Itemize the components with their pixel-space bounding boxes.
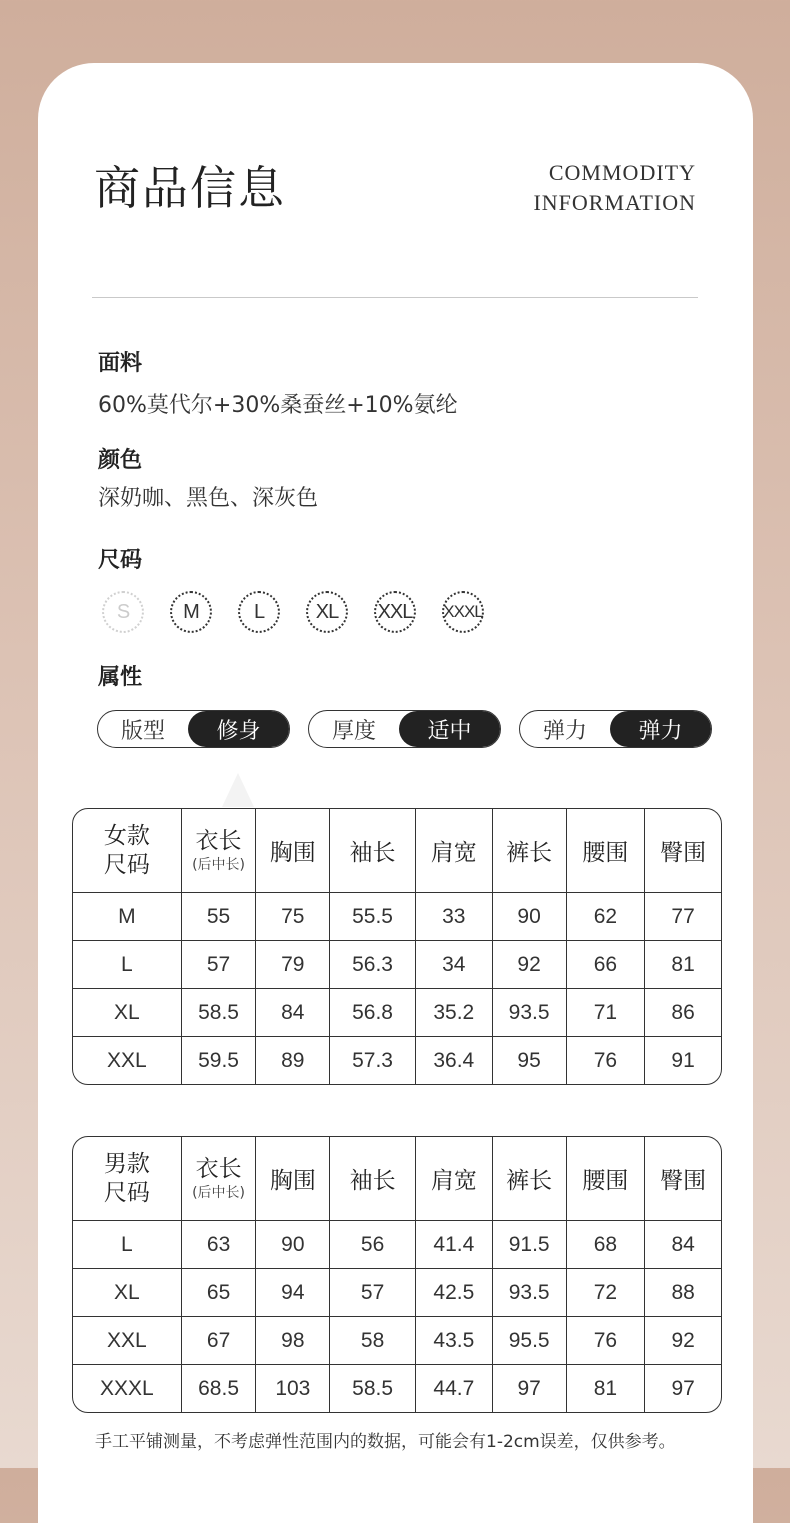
cell: XXL bbox=[73, 1317, 182, 1365]
table-header-row bbox=[73, 809, 721, 893]
color-value: 深奶咖、黑色、深灰色 bbox=[98, 486, 319, 511]
cell: 84 bbox=[256, 989, 330, 1037]
corner-line2: 尺码 bbox=[103, 1179, 150, 1206]
cell: 57 bbox=[182, 941, 257, 989]
fabric-label: 面料 bbox=[98, 351, 143, 376]
cell: 59.5 bbox=[182, 1037, 257, 1084]
title-en-line2: INFORMATION bbox=[533, 190, 696, 215]
table-header-row bbox=[73, 1137, 721, 1221]
cell: 42.5 bbox=[416, 1269, 493, 1317]
table-row bbox=[73, 1365, 721, 1412]
size-option-xl[interactable]: XL bbox=[306, 591, 348, 633]
cell: 72 bbox=[567, 1269, 646, 1317]
corner-line2: 尺码 bbox=[103, 851, 150, 878]
cell: 57 bbox=[330, 1269, 416, 1317]
attribute-fit-key: 版型 bbox=[120, 718, 165, 744]
header-length bbox=[182, 1137, 257, 1221]
cell: 68 bbox=[567, 1221, 646, 1269]
size-options bbox=[102, 591, 484, 633]
cell: XXL bbox=[73, 1037, 182, 1084]
cell: 91 bbox=[671, 1048, 695, 1072]
cell: 56.3 bbox=[330, 941, 416, 989]
header-hip: 臀围 bbox=[645, 1137, 721, 1221]
cell: XL bbox=[73, 989, 182, 1037]
cell: 43.5 bbox=[416, 1317, 493, 1365]
cell: 41.4 bbox=[416, 1221, 493, 1269]
cell: 92 bbox=[645, 1317, 721, 1365]
header-waist: 腰围 bbox=[567, 1137, 646, 1221]
cell: 58 bbox=[330, 1317, 416, 1365]
cell: 56.8 bbox=[330, 989, 416, 1037]
cell: M bbox=[73, 893, 182, 941]
cell: L bbox=[73, 941, 182, 989]
header-divider bbox=[92, 297, 698, 298]
header-pants-length: 裤长 bbox=[493, 1137, 567, 1221]
cell: 81 bbox=[645, 941, 721, 989]
page-title-english bbox=[533, 158, 696, 218]
fabric-value: 60%莫代尔+30%桑蚕丝+10%氨纶 bbox=[98, 393, 458, 418]
cell: 95 bbox=[493, 1037, 567, 1084]
cell: 97 bbox=[671, 1376, 695, 1400]
cell: 77 bbox=[645, 893, 721, 941]
cell: 55 bbox=[182, 893, 257, 941]
header-waist: 腰围 bbox=[567, 809, 646, 893]
men-size-table bbox=[72, 1136, 722, 1413]
header-shoulder: 肩宽 bbox=[416, 1137, 493, 1221]
title-en-line1: COMMODITY bbox=[548, 160, 696, 185]
cell: 81 bbox=[567, 1365, 646, 1412]
table-row bbox=[73, 1221, 721, 1269]
cell: XXXL bbox=[73, 1365, 182, 1412]
size-option-xxxl[interactable]: XXXL bbox=[442, 591, 484, 633]
table-row bbox=[73, 1269, 721, 1317]
cell: 71 bbox=[567, 989, 646, 1037]
cell: 65 bbox=[182, 1269, 257, 1317]
cell: 89 bbox=[256, 1037, 330, 1084]
header-sleeve: 袖长 bbox=[330, 809, 416, 893]
cell: 93.5 bbox=[493, 1269, 567, 1317]
header-chest: 胸围 bbox=[256, 809, 330, 893]
cell: 57.3 bbox=[330, 1037, 416, 1084]
table-row bbox=[73, 893, 721, 941]
cell: 35.2 bbox=[416, 989, 493, 1037]
cell: 62 bbox=[567, 893, 646, 941]
corner-line1: 男款 bbox=[103, 1150, 150, 1177]
table-row bbox=[73, 1037, 721, 1084]
cell: 55.5 bbox=[330, 893, 416, 941]
header-length-label: 衣长 bbox=[195, 1156, 242, 1182]
header-sleeve: 袖长 bbox=[330, 1137, 416, 1221]
cell: 67 bbox=[182, 1317, 257, 1365]
cell: 56 bbox=[330, 1221, 416, 1269]
attributes-label: 属性 bbox=[98, 665, 143, 690]
header-length-note: (后中长) bbox=[192, 1185, 246, 1201]
cell: 34 bbox=[416, 941, 493, 989]
size-label: 尺码 bbox=[98, 548, 143, 573]
size-option-s: S bbox=[102, 591, 144, 633]
cell: 44.7 bbox=[416, 1365, 493, 1412]
page-title: 商品信息 bbox=[94, 161, 286, 215]
cell: 97 bbox=[493, 1365, 567, 1412]
cell: 36.4 bbox=[416, 1037, 493, 1084]
cell: L bbox=[73, 1221, 182, 1269]
table-row bbox=[73, 1317, 721, 1365]
size-option-m[interactable]: M bbox=[170, 591, 212, 633]
cell: 98 bbox=[256, 1317, 330, 1365]
attribute-fit bbox=[97, 710, 290, 748]
cell: 58.5 bbox=[182, 989, 257, 1037]
cell: 79 bbox=[256, 941, 330, 989]
corner-line1: 女款 bbox=[103, 822, 150, 849]
cell: 92 bbox=[493, 941, 567, 989]
cell: 76 bbox=[567, 1317, 646, 1365]
header-length-note: (后中长) bbox=[192, 857, 245, 873]
table-row bbox=[73, 941, 721, 989]
header-length bbox=[182, 809, 257, 893]
header-length-label: 衣长 bbox=[195, 828, 242, 854]
table-row bbox=[73, 989, 721, 1037]
color-label: 颜色 bbox=[98, 448, 143, 473]
attribute-elasticity-key: 弹力 bbox=[542, 718, 587, 744]
cell: 68.5 bbox=[182, 1365, 257, 1412]
attribute-pills bbox=[97, 710, 712, 748]
cell: 63 bbox=[182, 1221, 257, 1269]
corner-cell bbox=[73, 809, 182, 893]
decorative-caret bbox=[222, 773, 254, 807]
attribute-thickness bbox=[308, 710, 501, 748]
cell: 86 bbox=[645, 989, 721, 1037]
corner-cell bbox=[73, 1137, 182, 1221]
attribute-elasticity bbox=[519, 710, 712, 748]
cell: 33 bbox=[416, 893, 493, 941]
header-hip: 臀围 bbox=[645, 809, 721, 893]
cell: 76 bbox=[567, 1037, 646, 1084]
cell: 90 bbox=[493, 893, 567, 941]
cell: 90 bbox=[256, 1221, 330, 1269]
cell: 88 bbox=[645, 1269, 721, 1317]
cell: 75 bbox=[256, 893, 330, 941]
header-shoulder: 肩宽 bbox=[416, 809, 493, 893]
cell: 103 bbox=[256, 1365, 330, 1412]
cell: 93.5 bbox=[493, 989, 567, 1037]
cell: 91.5 bbox=[493, 1221, 567, 1269]
size-option-xxl[interactable]: XXL bbox=[374, 591, 416, 633]
cell: XL bbox=[73, 1269, 182, 1317]
women-size-table bbox=[72, 808, 722, 1085]
size-option-l[interactable]: L bbox=[238, 591, 280, 633]
cell: 58.5 bbox=[330, 1365, 416, 1412]
attribute-thickness-value: 适中 bbox=[399, 711, 500, 747]
attribute-elasticity-value: 弹力 bbox=[610, 711, 711, 747]
cell: 95.5 bbox=[493, 1317, 567, 1365]
measurement-footnote: 手工平铺测量，不考虑弹性范围内的数据，可能会有1-2cm误差，仅供参考。 bbox=[95, 1432, 676, 1452]
cell: 66 bbox=[567, 941, 646, 989]
header-pants-length: 裤长 bbox=[493, 809, 567, 893]
attribute-thickness-key: 厚度 bbox=[331, 718, 376, 744]
attribute-fit-value: 修身 bbox=[188, 711, 289, 747]
cell: 84 bbox=[645, 1221, 721, 1269]
cell: 94 bbox=[256, 1269, 330, 1317]
header-chest: 胸围 bbox=[256, 1137, 330, 1221]
